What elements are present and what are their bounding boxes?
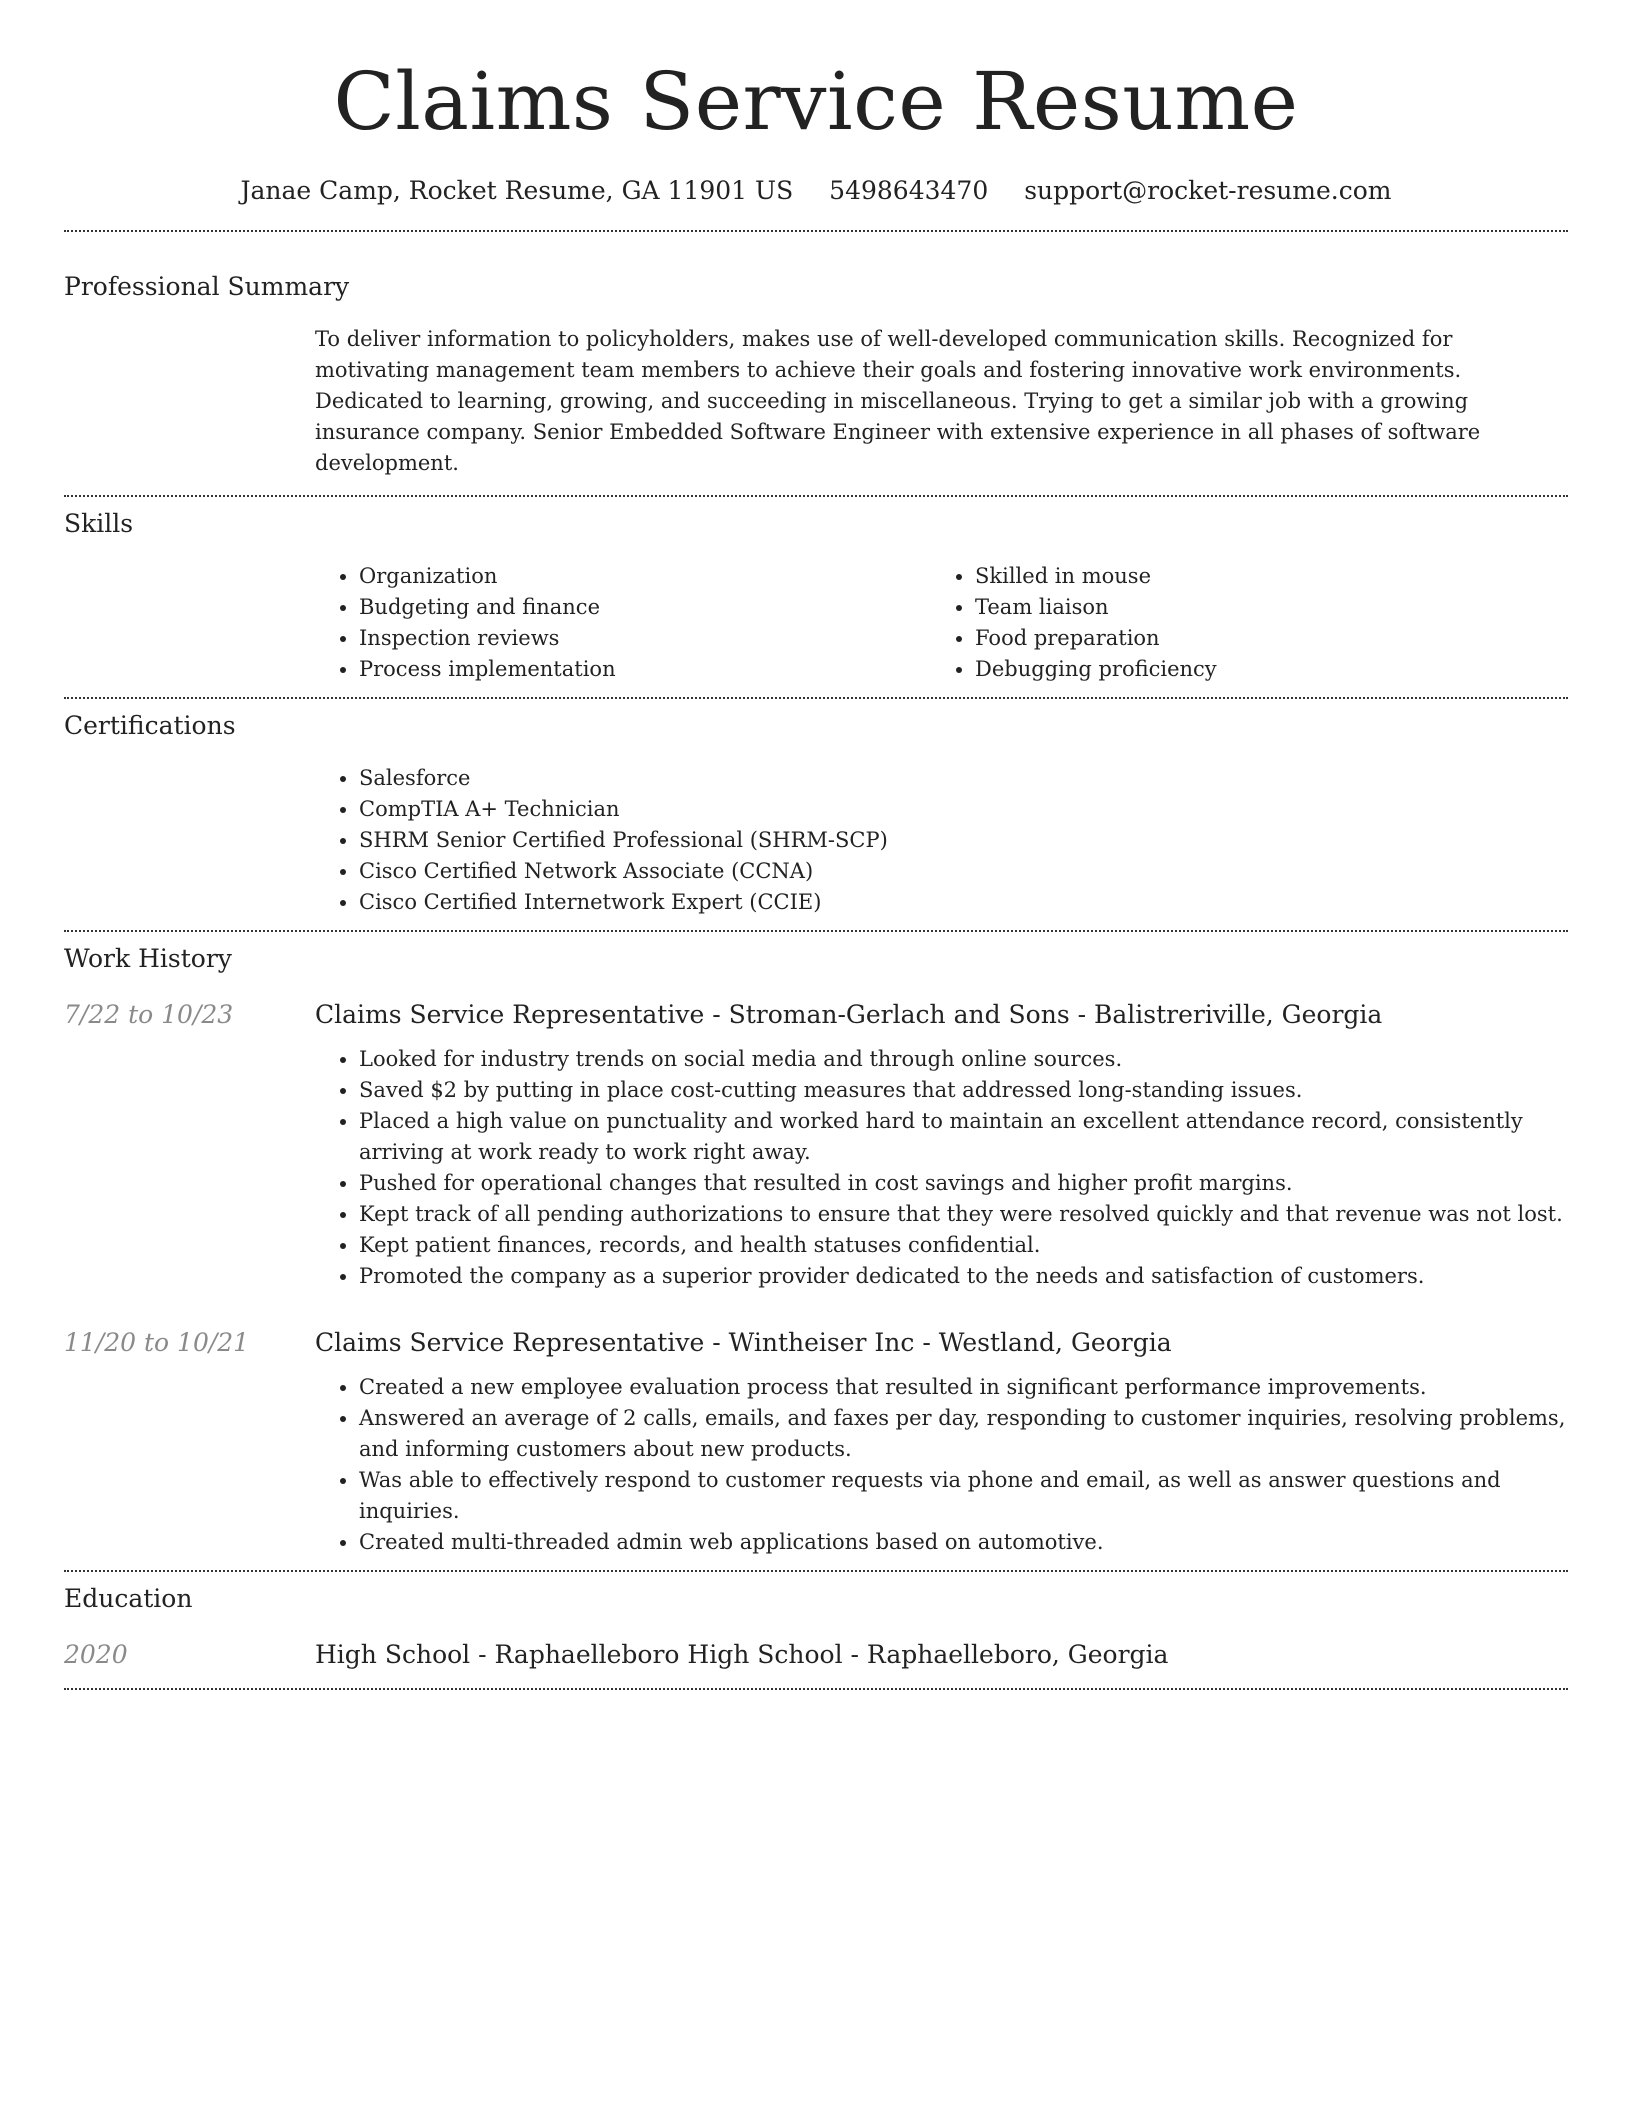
certification-item: • Salesforce [359,763,1568,794]
education-section [64,1582,1568,1688]
work-history-heading: Work History [64,944,232,973]
contact-address: Janae Camp, Rocket Resume, GA 11901 US [240,176,794,205]
education-heading: Education [64,1584,193,1613]
job-bullets [315,1372,1568,1570]
job-bullet: • Created a new employee evaluation process that resulted in significant performance improvements. [359,1372,1568,1403]
certification-item: • SHRM Senior Certified Professional (SHRM-SCP) [359,825,1568,856]
divider [64,495,1568,497]
job-entry [64,998,1568,1292]
job-entry [64,1326,1568,1570]
job-bullet: • Answered an average of 2 calls, emails, and faxes per day, responding to customer inquiries, resolving problems, and informing customers about new products. [359,1403,1568,1465]
job-dates: 7/22 to 10/23 [64,1000,234,1029]
skill-item: • Debugging proficiency [975,654,1547,685]
summary-section [64,270,1568,495]
skill-item: • Inspection reviews [359,623,931,654]
summary-heading: Professional Summary [64,272,350,301]
divider [64,697,1568,699]
divider [64,1570,1568,1572]
skills-columns [315,561,1568,697]
page-title: Claims Service Resume [333,55,1299,148]
work-history-section [64,942,1568,1570]
certifications-section [64,709,1568,930]
contact-phone: 5498643470 [829,176,989,205]
certifications-content [315,763,1568,930]
skill-item: • Budgeting and finance [359,592,931,623]
skill-item: • Team liaison [975,592,1547,623]
job-bullet: • Kept track of all pending authorizations to ensure that they were resolved quickly and that revenue was not lost. [359,1199,1568,1230]
contact-line [64,174,1568,208]
education-date: 2020 [64,1640,128,1669]
skill-item: • Food preparation [975,623,1547,654]
divider [64,1688,1568,1690]
skills-section [64,507,1568,697]
job-bullet: • Saved $2 by putting in place cost-cutting measures that addressed long-standing issues. [359,1075,1568,1106]
skills-list-left [315,561,931,685]
job-bullet-list [315,1372,1568,1558]
certification-item: • Cisco Certified Network Associate (CCNA) [359,856,1568,887]
job-bullet: • Placed a high value on punctuality and worked hard to maintain an excellent attendance record, consistently arriving at work ready to work right away. [359,1106,1568,1168]
certification-item: • CompTIA A+ Technician [359,794,1568,825]
skills-list-right [931,561,1547,685]
job-bullet: • Promoted the company as a superior provider dedicated to the needs and satisfaction of customers. [359,1261,1568,1292]
certification-item: • Cisco Certified Internetwork Expert (CCIE) [359,887,1568,918]
job-title: Claims Service Representative - Stroman-Gerlach and Sons - Balistreriville, Georgia [315,1000,1383,1029]
job-bullet: • Created multi-threaded admin web applications based on automotive. [359,1527,1568,1558]
skill-item: • Skilled in mouse [975,561,1547,592]
summary-text: To deliver information to policyholders, makes use of well-developed communication skills. Recognized for motivating management team members to achieve their goals and fostering innovative work environments. Dedicated to learning, growing, and succeeding in miscellaneous. Trying to get a similar job with a growing insurance company. Senior Embedded Software Engineer with extensive experience in all phases of software development. [315,327,1481,475]
job-header [64,998,1568,1032]
job-bullet: • Pushed for operational changes that resulted in cost savings and higher profit margins. [359,1168,1568,1199]
certifications-heading: Certifications [64,711,236,740]
skills-heading: Skills [64,509,134,538]
job-bullet-list [315,1044,1568,1292]
divider [64,930,1568,932]
job-bullet: • Looked for industry trends on social media and through online sources. [359,1044,1568,1075]
certifications-list [315,763,1568,918]
skill-item: • Organization [359,561,931,592]
contact-email: support@rocket-resume.com [1024,176,1392,205]
job-header [64,1326,1568,1360]
job-title: Claims Service Representative - Wintheiser Inc - Westland, Georgia [315,1328,1172,1357]
job-bullet: • Was able to effectively respond to customer requests via phone and email, as well as answer questions and inquiries. [359,1465,1568,1527]
divider [64,230,1568,232]
job-bullet: • Kept patient finances, records, and health statuses confidential. [359,1230,1568,1261]
education-title: High School - Raphaelleboro High School - Raphaelleboro, Georgia [315,1640,1169,1669]
job-bullets [315,1044,1568,1292]
skill-item: • Process implementation [359,654,931,685]
education-entry [64,1638,1568,1688]
job-dates: 11/20 to 10/21 [64,1328,250,1357]
resume-header [64,0,1568,208]
